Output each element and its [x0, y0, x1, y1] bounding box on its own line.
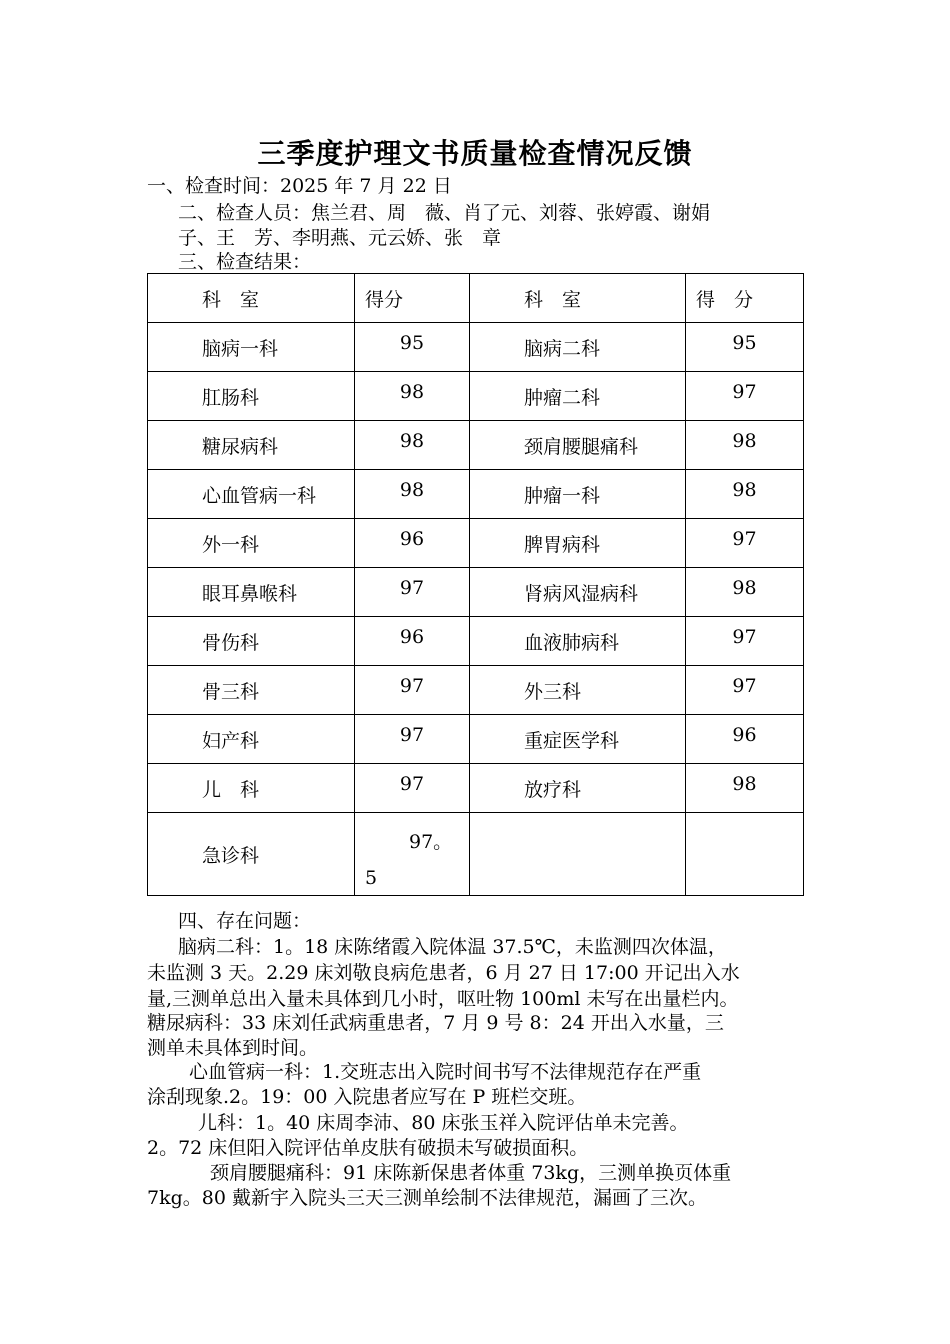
score-value: 98 — [399, 479, 425, 501]
table-row — [148, 323, 804, 372]
score-value: 98 — [732, 479, 757, 501]
dept-name: 糖尿病科 — [148, 421, 355, 470]
problem-line: 测单未具体到时间。 — [147, 1037, 319, 1059]
dept-name: 放疗科 — [470, 764, 686, 813]
problems-heading: 四、存在问题： — [178, 910, 312, 932]
score-cell — [686, 421, 804, 470]
dept-name: 肿瘤一科 — [470, 470, 686, 519]
dept-name: 肾病风湿病科 — [470, 568, 686, 617]
dept-name: 脑病二科 — [470, 323, 686, 372]
document-title: 三季度护理文书质量检查情况反馈 — [257, 137, 693, 170]
score-cell — [686, 372, 804, 421]
empty-cell — [470, 813, 686, 896]
dept-name: 脾胃病科 — [470, 519, 686, 568]
score-cell — [355, 372, 470, 421]
score-value: 97 — [399, 675, 425, 697]
score-value: 98 — [399, 381, 425, 403]
score-value: 97 — [399, 724, 425, 746]
score-value: 97 — [399, 773, 425, 795]
table-row — [148, 568, 804, 617]
score-cell — [686, 470, 804, 519]
inspectors-line-1: 二、检查人员：焦兰君、周 薇、肖了元、刘蓉、张婷霞、谢娟 — [178, 202, 711, 224]
score-table — [147, 273, 804, 896]
dept-name: 肿瘤二科 — [470, 372, 686, 421]
score-cell — [355, 617, 470, 666]
table-row — [148, 715, 804, 764]
table-row — [148, 372, 804, 421]
dept-name: 心血管病一科 — [148, 470, 355, 519]
score-value: 97 — [732, 675, 757, 697]
score-cell — [355, 764, 470, 813]
score-value: 98 — [399, 430, 425, 452]
header-dept-2: 科 室 — [470, 274, 686, 323]
dept-name: 儿 科 — [148, 764, 355, 813]
problem-line: 儿科：1。40 床周李沛、80 床张玉祥入院评估单未完善。 — [198, 1112, 689, 1134]
score-value: 98 — [732, 577, 757, 599]
dept-name: 血液肺病科 — [470, 617, 686, 666]
dept-name: 脑病一科 — [148, 323, 355, 372]
table-row — [148, 421, 804, 470]
inspection-time: 一、检查时间：2025 年 7 月 22 日 — [147, 175, 452, 197]
score-value: 96 — [399, 528, 425, 550]
score-cell — [355, 568, 470, 617]
problem-line: 脑病二科：1。18 床陈绪霞入院体温 37.5℃，未监测四次体温， — [178, 936, 727, 958]
score-value: 96 — [732, 724, 757, 746]
table-row — [148, 666, 804, 715]
score-value: 95 — [732, 332, 757, 354]
problem-line: 7kg。80 戴新宇入院头三天三测单绘制不法律规范，漏画了三次。 — [147, 1187, 707, 1209]
dept-name: 眼耳鼻喉科 — [148, 568, 355, 617]
score-cell — [355, 323, 470, 372]
score-value: 97 — [732, 528, 757, 550]
score-cell — [686, 568, 804, 617]
score-cell — [686, 666, 804, 715]
score-value: 98 — [732, 430, 757, 452]
empty-cell — [686, 813, 804, 896]
score-value: 95 — [399, 332, 425, 354]
dept-name: 妇产科 — [148, 715, 355, 764]
table-row — [148, 813, 804, 896]
problem-line: 心血管病一科：1.交班志出入院时间书写不法律规范存在严重 — [189, 1061, 702, 1083]
score-cell — [686, 519, 804, 568]
header-dept-1: 科 室 — [148, 274, 355, 323]
results-heading: 三、检查结果： — [178, 251, 312, 273]
dept-name: 外一科 — [148, 519, 355, 568]
dept-name: 颈肩腰腿痛科 — [470, 421, 686, 470]
score-cell — [355, 666, 470, 715]
problem-line: 涂刮现象.2。19：00 入院患者应写在 P 班栏交班。 — [147, 1086, 587, 1108]
score-cell — [686, 617, 804, 666]
problem-line: 2。72 床但阳入院评估单皮肤有破损未写破损面积。 — [147, 1137, 589, 1159]
dept-name: 肛肠科 — [148, 372, 355, 421]
score-value: 98 — [732, 773, 757, 795]
dept-name: 重症医学科 — [470, 715, 686, 764]
table-row — [148, 764, 804, 813]
dept-name: 骨伤科 — [148, 617, 355, 666]
problem-line: 颈肩腰腿痛科：91 床陈新保患者体重 73kg，三测单换页体重 — [210, 1162, 732, 1184]
score-value: 97 — [732, 626, 757, 648]
score-cell — [355, 715, 470, 764]
table-row — [148, 470, 804, 519]
score-cell — [355, 421, 470, 470]
problem-line: 糖尿病科：33 床刘任武病重患者，7 月 9 号 8：24 开出入水量，三 — [147, 1012, 724, 1034]
problem-line: 未监测 3 天。2.29 床刘敬良病危患者，6 月 27 日 17:00 开记出入水 — [147, 962, 740, 984]
dept-name: 外三科 — [470, 666, 686, 715]
score-cell — [355, 813, 470, 896]
score-cell — [686, 323, 804, 372]
header-score-2: 得 分 — [686, 274, 804, 323]
score-value: 97 — [732, 381, 757, 403]
header-score-1: 得分 — [355, 274, 470, 323]
score-value: 96 — [399, 626, 425, 648]
score-value-part-2: 5 — [365, 867, 378, 889]
table-row — [148, 519, 804, 568]
score-cell — [686, 764, 804, 813]
inspectors-line-2: 子、王 芳、李明燕、元云娇、张 章 — [178, 227, 502, 249]
score-cell — [355, 519, 470, 568]
problem-line: 量,三测单总出入量未具体到几小时，呕吐物 100ml 未写在出量栏内。 — [147, 988, 739, 1010]
score-cell — [355, 470, 470, 519]
score-value: 97 — [399, 577, 425, 599]
table-row — [148, 617, 804, 666]
dept-name: 急诊科 — [148, 813, 355, 896]
dept-name: 骨三科 — [148, 666, 355, 715]
table-header-row — [148, 274, 804, 323]
score-cell — [686, 715, 804, 764]
score-value-part-1: 97。 — [409, 831, 453, 853]
